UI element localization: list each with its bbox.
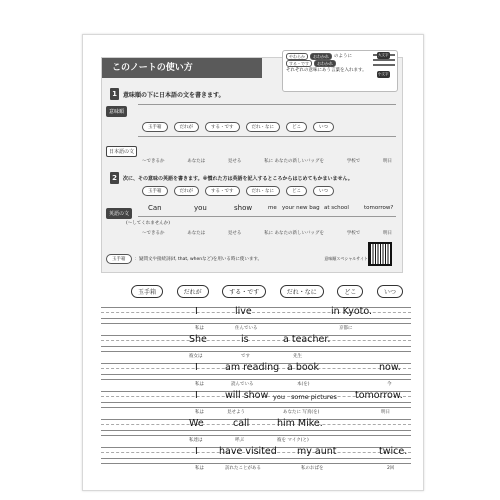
- chip-what: だれ・なに: [280, 285, 324, 298]
- qr-code-icon: [368, 242, 392, 266]
- chip: 玉手箱: [142, 122, 168, 132]
- english-word: I: [195, 306, 198, 317]
- gloss-row: ～できるか あなたは 見せる 私に あなたの新しいバッグを 学校で 明日: [142, 159, 392, 164]
- tip-text: ：疑問文や接続詞(if, that, whenなど)を用いる時に使います。: [134, 257, 262, 262]
- chip-do: する・です: [222, 285, 266, 298]
- practice-line: I will show you some pictures tomorrow. 私は 見せよう あなたに 写真(を) 明日: [101, 387, 411, 417]
- practice-line: I have visited my aunt twice. 私は 訪れたことがある 私のおばを 2回: [101, 443, 411, 473]
- gloss-row: ～できるか あなたは 見せる 私に あなたの新しいバッグを 学校で 明日: [142, 231, 392, 236]
- chip: だれが: [174, 122, 200, 132]
- legend-pill: おわかれ: [314, 60, 336, 67]
- chip: 玉手箱: [106, 254, 132, 264]
- chip: いつ: [313, 122, 334, 132]
- practice-chip-row: [131, 285, 403, 298]
- step-text: 意味順の下に日本語の文を書きます。: [123, 91, 225, 99]
- chip-row: 玉手箱 だれが する・です だれ・なに どこ いつ: [142, 186, 334, 196]
- chip-row: [142, 122, 334, 132]
- step-1: [110, 88, 225, 100]
- chip-where: どこ: [337, 285, 363, 298]
- note-below: (〜してくれませんか): [126, 221, 171, 226]
- chip-when: いつ: [377, 285, 403, 298]
- practice-line: We call him Mike. 私達は 呼ぶ 彼を マイク(と): [101, 415, 411, 445]
- legend-box: [282, 50, 398, 92]
- chip: だれ・なに: [246, 122, 281, 132]
- legend-line1: のように: [334, 54, 352, 59]
- legend-pill: おわかれ: [310, 53, 332, 60]
- chip: どこ: [286, 122, 307, 132]
- practice-line: [101, 303, 411, 333]
- japanese-gloss: 私は: [195, 326, 204, 331]
- legend-line-guide: [373, 54, 395, 78]
- legend-bar-label: 大文字: [378, 53, 389, 57]
- english-word: in Kyoto.: [331, 306, 373, 317]
- tag-japanese: 日本語の文: [106, 146, 137, 157]
- qr-caption: 意味順スペシャルサイト: [324, 256, 368, 261]
- practice-line: I am reading a book now. 私は 読んでいる 本(を) 今: [101, 359, 411, 389]
- tag-meaning-order: 意味順: [106, 106, 127, 117]
- legend-pill: やわらか: [286, 53, 308, 60]
- legend-bar-label: 小文字: [378, 72, 389, 76]
- chip-who: だれが: [177, 285, 209, 298]
- legend-line2: それぞれの意味にあう言葉を入れます。: [286, 68, 367, 73]
- japanese-gloss: 京都に: [339, 326, 353, 331]
- step-number: 1: [110, 88, 119, 100]
- tag-english: 英語の文: [106, 208, 132, 219]
- step-number: 2: [110, 172, 119, 184]
- tip-row: [106, 254, 262, 264]
- english-word: live: [235, 306, 252, 317]
- notebook-page: [82, 34, 424, 491]
- practice-line: She is a teacher. 彼女は です 先生: [101, 331, 411, 361]
- chip-tamatebako: 玉手箱: [131, 285, 163, 298]
- panel-title: このノートの使い方: [102, 58, 262, 78]
- chip: する・です: [205, 122, 240, 132]
- step-text: 次に、その意味の英語を書きます。※慣れた方は英語を記入するところからはじめてもかまいません。: [123, 175, 353, 182]
- instructions-panel: このノートの使い方 やわらか おわかれ のように する・です おわかれ それぞれの意味にあう言葉を入れます。 大文字 小文字 1 意味順の下に日本語の文を書きます。 意味順 玉手箱 だれが する・です だれ・なに どこ いつ 日本語の文 ～できるか あなたは 見せる 私に あなたの新しいバッグを 学校で 明日 2 次に、その意味の英語を書きます。※慣れた方は英語を記入するところからはじめてもかまいません。 玉手箱 だれが する・です だれ・なに どこ いつ 英語の文 Can you show me your new bag at school tomorrow? (〜してくれませんか) ～できるか あなたは 見せる 私に あなたの新しいバッグを 学校で 明日 玉手箱 ：疑問文や接続詞(if, that, whenなど)を用いる時に使います。 意味順スペシャルサイト: [101, 57, 403, 273]
- japanese-gloss: 住んでいる: [235, 326, 258, 331]
- step-2: [110, 172, 353, 184]
- legend-pill: する・です: [286, 60, 312, 67]
